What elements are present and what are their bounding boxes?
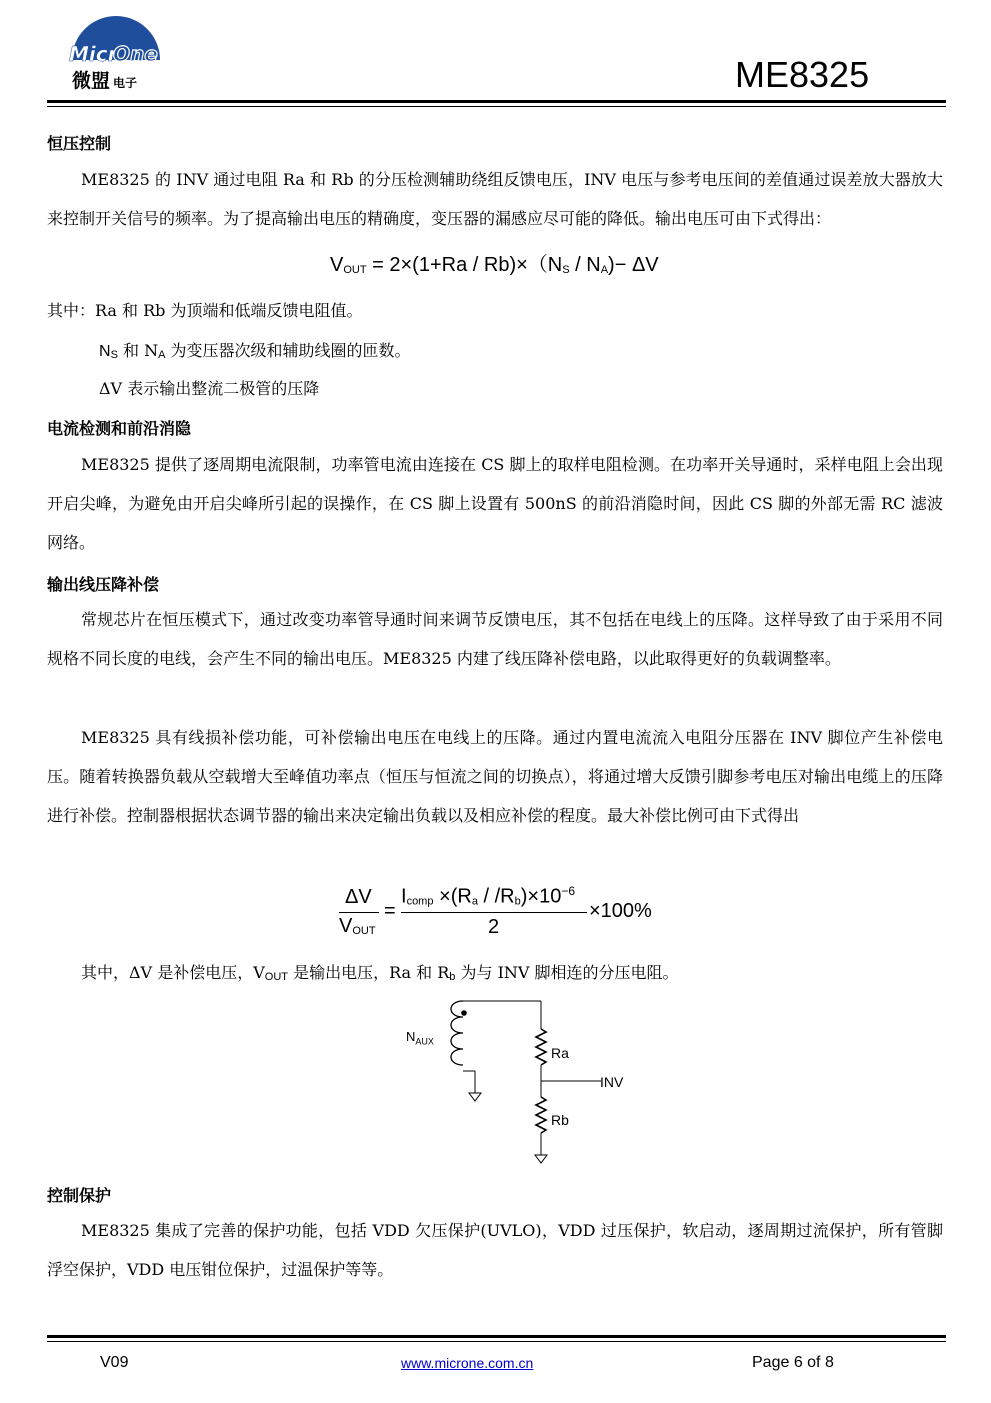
comp-formula (337, 882, 667, 942)
formula-fraction-bar-left (339, 912, 379, 913)
footer-rule-thin (47, 1341, 946, 1342)
aux-winding-coil (451, 1001, 463, 1065)
label-inv: INV (600, 1074, 624, 1090)
feedback-circuit-diagram (395, 995, 635, 1170)
section-title-comp: 输出线压降补偿 (47, 575, 160, 594)
footer-website-link[interactable]: www.microne.com.cn (401, 1355, 534, 1371)
ground-symbol-left (469, 1093, 481, 1101)
formula-numerator-right: $I_{comp} \times(R_a / /R_b)\times 10^{-6}$ (401, 884, 576, 908)
protection-paragraph: ME8325 集成了完善的保护功能，包括 VDD 欠压保护(UVLO)，VDD 过压保护，软启动，逐周期过流保护，所有管脚浮空保护，VDD 电压钳位保护，过温保护等等。 (47, 1221, 943, 1279)
formula-equals: = (384, 900, 396, 922)
cv-where-line: 其中：Ra 和 Rb 为顶端和低端反馈电阻值。 (47, 301, 363, 320)
part-number: ME8325 (735, 54, 870, 95)
footer-version: V09 (100, 1354, 129, 1371)
ground-symbol-right (535, 1155, 547, 1163)
logo-chinese (72, 66, 137, 93)
label-naux: $N_{AUX}$ (406, 1029, 434, 1047)
cv-formula: $V_{OUT} = 2\times(1+Ra / Rb)\times(N_S / N_A)- \Delta V$ (330, 254, 659, 276)
svg-text:One: One (113, 42, 158, 66)
footer-page-number: Page 6 of 8 (752, 1354, 834, 1371)
label-ra: Ra (551, 1045, 569, 1061)
comp-paragraph-1: 常规芯片在恒压模式下，通过改变功率管导通时间来调节反馈电压，其不包括在电线上的压降。这样导致了由于采用不同规格不同长度的电线，会产生不同的输出电压。ME8325 内建了线压降补偿电路，以此取得更好的负载调整率。 (47, 610, 943, 668)
section-title-cs: 电流检测和前沿消隐 (47, 419, 192, 438)
formula-denominator-two: 2 (488, 916, 500, 938)
cv-paragraph: ME8325 的 INV 通过电阻 Ra 和 Rb 的分压检测辅助绕组反馈电压，INV 电压与参考电压间的差值通过误差放大器放大来控制开关信号的频率。为了提高输出电压的精确度，变压器的漏感应尽可能的降低。输出电压可由下式得出： (47, 170, 943, 228)
formula-vout-denominator: $V_{OUT}$ (339, 915, 376, 937)
logo-cn-text: 微盟 (72, 70, 111, 92)
formula-fraction-bar-right (401, 912, 587, 913)
cv-ns-line: $N_S$ 和 $N_A$ 为变压器次级和辅助线圈的匝数。 (99, 341, 411, 361)
section-title-cv: 恒压控制 (47, 134, 112, 153)
formula-dv-numerator: ΔV (345, 886, 372, 908)
section-title-protection: 控制保护 (47, 1186, 112, 1205)
circuit-schematic (395, 995, 635, 1170)
comp-paragraph-2: ME8325 具有线损补偿功能，可补偿输出电压在电线上的压降。通过内置电流流入电阻分压器在 INV 脚位产生补偿电压。随着转换器负载从空载增大至峰值功率点（恒压与恒流之间的切换点），将通过增大反馈引脚参考电压对输出电缆上的压降进行补偿。控制器根据状态调节器的输出来决定输出负载以及相应补偿的程度。最大补偿比例可由下式得出 (47, 728, 943, 825)
footer-rule-thick (47, 1335, 946, 1338)
label-rb: Rb (551, 1112, 569, 1128)
polarity-dot (461, 1010, 467, 1016)
header-rule-thick (47, 100, 946, 103)
resistor-ra (536, 1029, 546, 1065)
formula-tail: ×100% (589, 900, 652, 922)
cs-paragraph: ME8325 提供了逐周期电流限制，功率管电流由连接在 CS 脚上的取样电阻检测。在功率开关导通时，采样电阻上会出现开启尖峰，为避免由开启尖峰所引起的误操作，在 CS 脚上设置有 500nS 的前沿消隐时间，因此 CS 脚的外部无需 RC 滤波网络。 (47, 455, 943, 552)
resistor-rb (536, 1097, 546, 1133)
comp-where-line: 其中，ΔV 是补偿电压，$V_{OUT}$ 是输出电压，Ra 和 $R_b$ 为与 INV 脚相连的分压电阻。 (81, 963, 679, 983)
cv-dv-line: ΔV 表示输出整流二极管的压降 (99, 379, 320, 398)
svg-text:Micr: Micr (69, 42, 118, 66)
logo-cn-small-text: 电子 (113, 76, 138, 90)
header-rule-thin (47, 106, 946, 107)
